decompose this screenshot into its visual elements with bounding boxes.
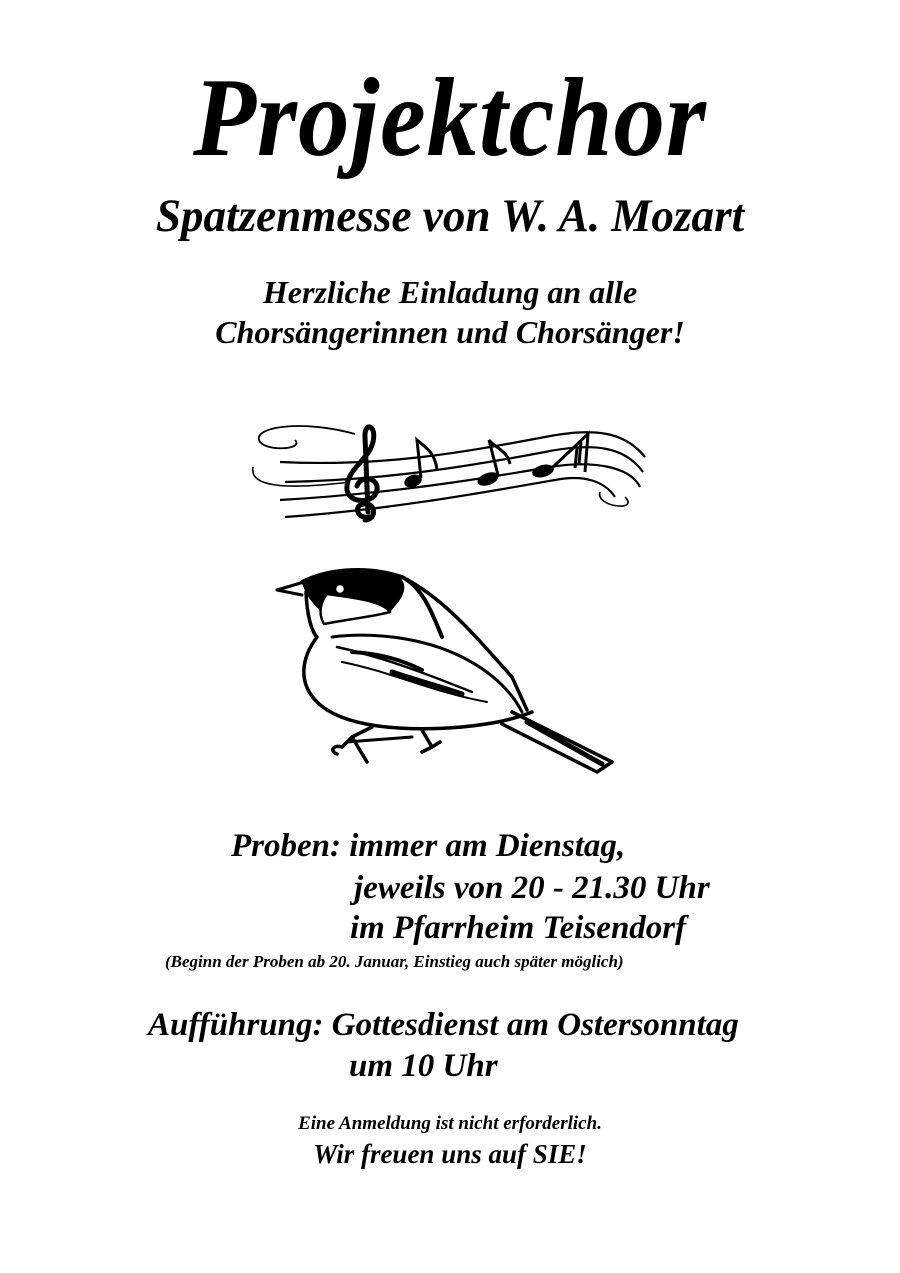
- registration-note: Eine Anmeldung ist nicht erforderlich.: [298, 1113, 602, 1134]
- rehearsal-note: (Beginn der Proben ab 20. Januar, Einstieg auch später möglich): [165, 952, 624, 971]
- rehearsal-line-1: Proben: immer am Dienstag,: [231, 828, 626, 864]
- invitation-line-2: Chorsängerinnen und Chorsänger!: [215, 314, 685, 350]
- sparrow-icon: [272, 562, 632, 787]
- closing-line: Wir freuen uns auf SIE!: [313, 1139, 587, 1169]
- invitation-line-1: Herzliche Einladung an alle: [262, 274, 638, 310]
- performance-line-1: Aufführung: Gottesdienst am Ostersonntag: [148, 1007, 739, 1043]
- performance-line-2: um 10 Uhr: [349, 1048, 498, 1084]
- rehearsal-line-2: jeweils von 20 - 21.30 Uhr: [354, 870, 710, 906]
- poster-title: Projektchor: [193, 56, 707, 180]
- poster-subtitle: Spatzenmesse von W. A. Mozart: [155, 190, 745, 242]
- music-staff-icon: [245, 412, 655, 527]
- rehearsal-line-3: im Pfarrheim Teisendorf: [350, 910, 687, 946]
